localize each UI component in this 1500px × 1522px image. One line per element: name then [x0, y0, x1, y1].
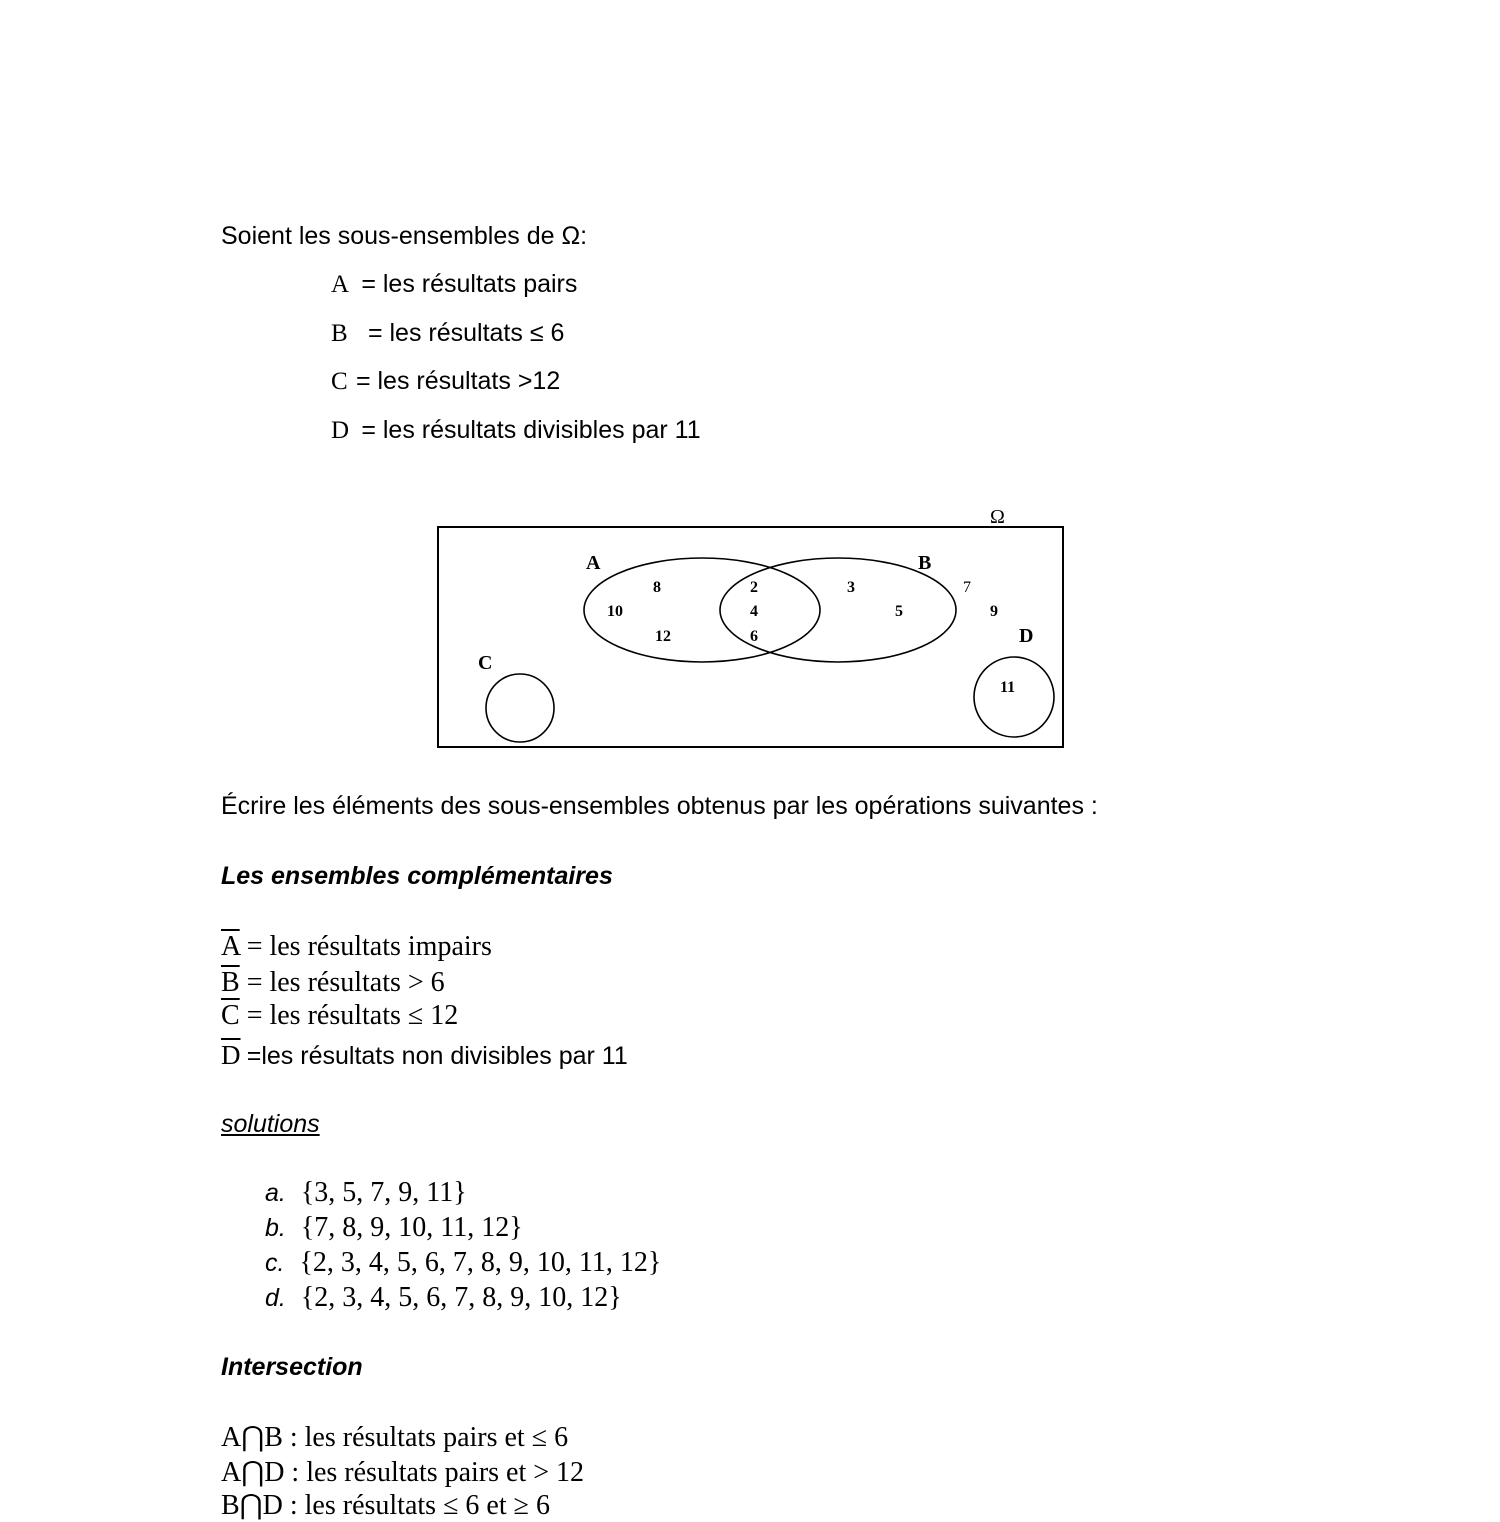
set-d-label: D — [1019, 625, 1034, 647]
complement-text: = les résultats > 6 — [246, 967, 445, 998]
solution-d — [265, 1282, 622, 1314]
solution-set: {2, 3, 4, 5, 6, 7, 8, 9, 10, 11, 12} — [299, 1247, 662, 1278]
solutions-label: solutions — [221, 1110, 320, 1138]
section-heading-complements: Les ensembles complémentaires — [221, 862, 613, 890]
complement-b — [221, 967, 445, 999]
intersection-text: : les résultats pairs et ≤ 6 — [289, 1422, 569, 1453]
intersection-b-d — [221, 1488, 550, 1522]
section-heading-intersection: Intersection — [221, 1353, 363, 1381]
definition-text: = les résultats divisibles par 11 — [361, 416, 701, 444]
element-7: 7 — [963, 579, 971, 596]
definition-text: = les résultats ≤ 6 — [367, 319, 565, 347]
solution-letter: a. — [265, 1179, 286, 1207]
omega-label: Ω — [990, 506, 1005, 528]
definition-b — [331, 319, 564, 348]
complement-c — [221, 1000, 458, 1032]
set-a-label: A — [586, 552, 601, 574]
intersection-expression: A⋂D — [221, 1457, 285, 1488]
definition-text: = les résultats >12 — [355, 367, 561, 395]
solution-letter: c. — [265, 1249, 285, 1277]
element-11: 11 — [1000, 679, 1016, 696]
definition-d — [331, 416, 701, 445]
element-2: 2 — [750, 579, 758, 596]
complement-text: = les résultats impairs — [246, 931, 492, 962]
element-6: 6 — [750, 628, 758, 645]
solution-b — [265, 1212, 523, 1244]
element-10: 10 — [607, 603, 623, 620]
solution-a — [265, 1177, 467, 1209]
element-4: 4 — [750, 603, 758, 620]
intersection-text: : les résultats ≤ 6 et ≥ 6 — [289, 1490, 551, 1521]
set-b-label: B — [918, 552, 932, 574]
set-c-circle — [486, 674, 554, 742]
definition-symbol: C — [331, 368, 348, 395]
element-5: 5 — [895, 603, 903, 620]
definition-text: = les résultats pairs — [361, 270, 578, 298]
definition-a — [331, 270, 577, 299]
set-d-circle — [974, 657, 1054, 737]
solution-letter: b. — [265, 1214, 286, 1242]
venn-diagram — [420, 498, 1080, 758]
complement-text: =les résultats non divisibles par 11 — [246, 1042, 628, 1070]
element-8: 8 — [653, 579, 661, 596]
solution-c — [265, 1247, 661, 1279]
definition-symbol: B — [331, 320, 348, 347]
solution-set: {3, 5, 7, 9, 11} — [300, 1177, 467, 1208]
definition-symbol: A — [331, 271, 350, 298]
intersection-expression: B⋂D — [221, 1490, 283, 1521]
definition-c — [331, 367, 560, 396]
element-9: 9 — [990, 603, 998, 620]
complement-symbol: $\overline{C}$ — [221, 1000, 240, 1031]
intro-text: Soient les sous-ensembles de Ω: — [221, 222, 588, 250]
element-3: 3 — [847, 579, 855, 596]
complement-text: = les résultats ≤ 12 — [246, 1000, 459, 1031]
element-12: 12 — [655, 628, 671, 645]
instruction-text: Écrire les éléments des sous-ensembles obtenus par les opérations suivantes : — [221, 792, 1098, 820]
definition-symbol: D — [331, 417, 350, 444]
intersection-a-d — [221, 1455, 584, 1489]
intersection-a-b — [221, 1420, 568, 1454]
complement-symbol: $\overline{A}$ — [221, 931, 240, 962]
set-c-label: C — [478, 652, 493, 674]
intersection-expression: A⋂B — [221, 1422, 283, 1453]
solution-letter: d. — [265, 1284, 286, 1312]
complement-a — [221, 931, 492, 963]
solution-set: {7, 8, 9, 10, 11, 12} — [300, 1212, 523, 1243]
complement-d — [221, 1040, 628, 1071]
complement-symbol: $\overline{B}$ — [221, 967, 240, 998]
solution-set: {2, 3, 4, 5, 6, 7, 8, 9, 10, 12} — [300, 1282, 622, 1313]
complement-symbol: $\overline{D}$ — [221, 1040, 241, 1070]
intersection-text: : les résultats pairs et > 12 — [291, 1457, 585, 1488]
